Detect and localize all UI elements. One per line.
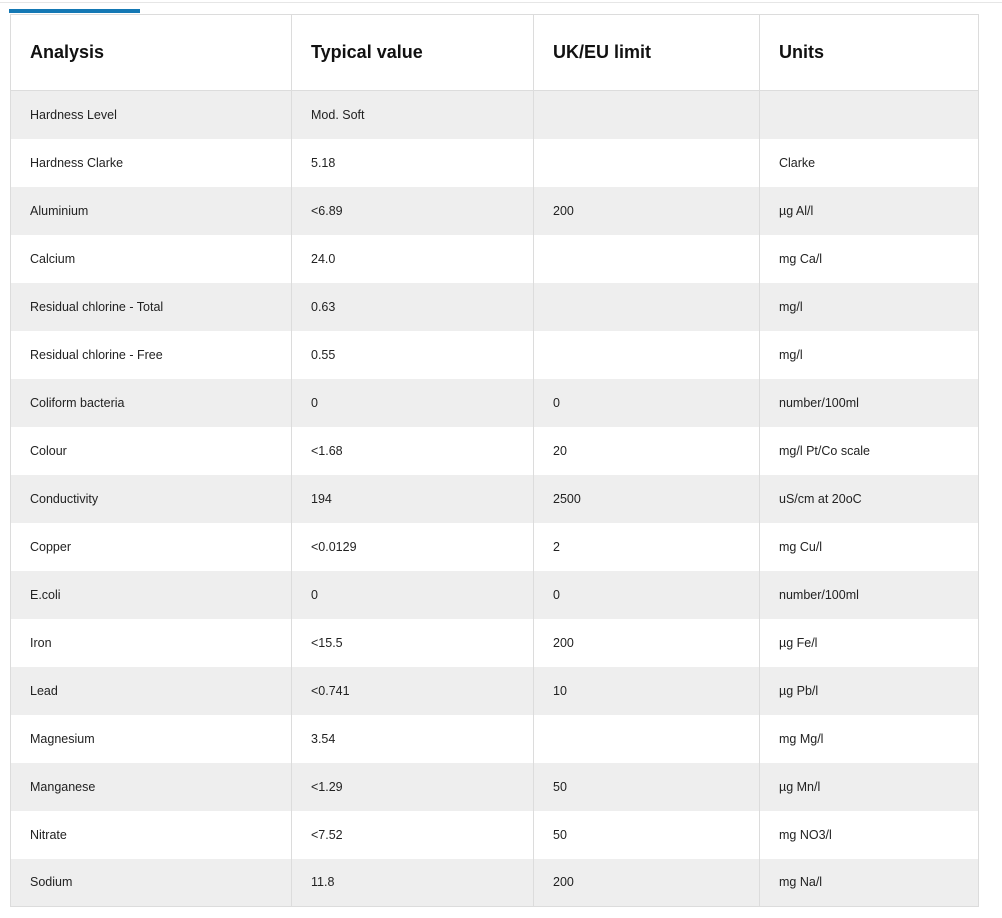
- cell-units: mg NO3/l: [760, 811, 979, 859]
- cell-typical-value: <15.5: [292, 619, 534, 667]
- cell-uk-eu-limit: 10: [534, 667, 760, 715]
- header-row: [11, 15, 979, 91]
- cell-units: mg Na/l: [760, 859, 979, 907]
- cell-analysis: Colour: [11, 427, 292, 475]
- cell-typical-value: 5.18: [292, 139, 534, 187]
- table-row: [11, 331, 979, 379]
- cell-analysis: Residual chlorine - Free: [11, 331, 292, 379]
- cell-typical-value: 24.0: [292, 235, 534, 283]
- cell-typical-value: <0.741: [292, 667, 534, 715]
- cell-typical-value: 0.55: [292, 331, 534, 379]
- cell-typical-value: 0.63: [292, 283, 534, 331]
- cell-analysis: Manganese: [11, 763, 292, 811]
- header-analysis: Analysis: [11, 15, 292, 91]
- header-units: Units: [760, 15, 979, 91]
- cell-typical-value: 0: [292, 379, 534, 427]
- cell-units: uS/cm at 20oC: [760, 475, 979, 523]
- cell-units: mg Ca/l: [760, 235, 979, 283]
- header-uk-eu-limit: UK/EU limit: [534, 15, 760, 91]
- cell-analysis: Copper: [11, 523, 292, 571]
- table-row: [11, 667, 979, 715]
- cell-analysis: Hardness Level: [11, 91, 292, 139]
- cell-typical-value: <0.0129: [292, 523, 534, 571]
- cell-uk-eu-limit: 0: [534, 379, 760, 427]
- cell-analysis: E.coli: [11, 571, 292, 619]
- cell-uk-eu-limit: 50: [534, 763, 760, 811]
- water-quality-table-container: [10, 14, 978, 907]
- cell-typical-value: <6.89: [292, 187, 534, 235]
- cell-typical-value: Mod. Soft: [292, 91, 534, 139]
- table-row: [11, 187, 979, 235]
- cell-typical-value: 0: [292, 571, 534, 619]
- cell-uk-eu-limit: [534, 715, 760, 763]
- cell-units: number/100ml: [760, 571, 979, 619]
- cell-analysis: Hardness Clarke: [11, 139, 292, 187]
- table-row: [11, 715, 979, 763]
- cell-units: Clarke: [760, 139, 979, 187]
- cell-uk-eu-limit: 200: [534, 187, 760, 235]
- cell-uk-eu-limit: 200: [534, 859, 760, 907]
- cell-uk-eu-limit: 200: [534, 619, 760, 667]
- cell-analysis: Magnesium: [11, 715, 292, 763]
- cell-typical-value: <1.29: [292, 763, 534, 811]
- table-row: [11, 619, 979, 667]
- cell-uk-eu-limit: [534, 331, 760, 379]
- table-header: [11, 15, 979, 91]
- cell-typical-value: <1.68: [292, 427, 534, 475]
- cell-units: µg Fe/l: [760, 619, 979, 667]
- cell-units: mg/l: [760, 331, 979, 379]
- table-row: [11, 427, 979, 475]
- cell-units: mg Mg/l: [760, 715, 979, 763]
- table-row: [11, 859, 979, 907]
- cell-analysis: Sodium: [11, 859, 292, 907]
- table-row: [11, 811, 979, 859]
- table-row: [11, 139, 979, 187]
- cell-typical-value: 3.54: [292, 715, 534, 763]
- cell-uk-eu-limit: 20: [534, 427, 760, 475]
- cell-uk-eu-limit: 2: [534, 523, 760, 571]
- cell-units: [760, 91, 979, 139]
- cell-typical-value: 11.8: [292, 859, 534, 907]
- table-row: [11, 523, 979, 571]
- cell-analysis: Nitrate: [11, 811, 292, 859]
- top-divider: [0, 2, 1002, 3]
- table-row: [11, 475, 979, 523]
- cell-uk-eu-limit: [534, 139, 760, 187]
- table-body: [11, 91, 979, 907]
- cell-analysis: Residual chlorine - Total: [11, 283, 292, 331]
- cell-uk-eu-limit: 50: [534, 811, 760, 859]
- cell-typical-value: 194: [292, 475, 534, 523]
- cell-units: mg/l: [760, 283, 979, 331]
- cell-units: mg Cu/l: [760, 523, 979, 571]
- cell-analysis: Calcium: [11, 235, 292, 283]
- table-row: [11, 235, 979, 283]
- table-row: [11, 763, 979, 811]
- cell-uk-eu-limit: [534, 91, 760, 139]
- table-row: [11, 91, 979, 139]
- cell-uk-eu-limit: 0: [534, 571, 760, 619]
- cell-analysis: Coliform bacteria: [11, 379, 292, 427]
- cell-units: µg Pb/l: [760, 667, 979, 715]
- cell-units: mg/l Pt/Co scale: [760, 427, 979, 475]
- water-quality-table: [10, 14, 979, 907]
- cell-analysis: Lead: [11, 667, 292, 715]
- cell-uk-eu-limit: [534, 283, 760, 331]
- cell-analysis: Aluminium: [11, 187, 292, 235]
- table-row: [11, 283, 979, 331]
- table-row: [11, 571, 979, 619]
- cell-analysis: Iron: [11, 619, 292, 667]
- cell-uk-eu-limit: 2500: [534, 475, 760, 523]
- cell-units: µg Al/l: [760, 187, 979, 235]
- cell-analysis: Conductivity: [11, 475, 292, 523]
- table-row: [11, 379, 979, 427]
- cell-typical-value: <7.52: [292, 811, 534, 859]
- cell-units: number/100ml: [760, 379, 979, 427]
- header-typical-value: Typical value: [292, 15, 534, 91]
- cell-uk-eu-limit: [534, 235, 760, 283]
- active-tab-indicator: [9, 9, 140, 13]
- cell-units: µg Mn/l: [760, 763, 979, 811]
